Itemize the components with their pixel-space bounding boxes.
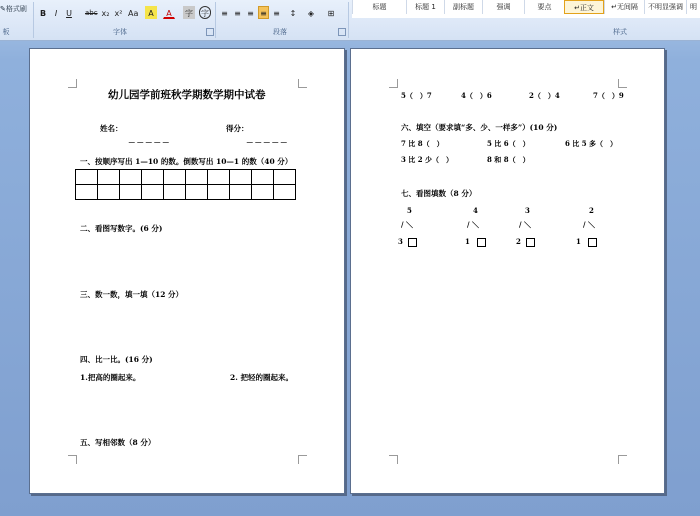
style-key-point[interactable]: 要点 <box>524 0 564 14</box>
strikethrough-button[interactable]: abc <box>85 9 98 17</box>
document-page-1[interactable] <box>29 48 345 494</box>
question-6: 六、填空（要求填“多、少、一样多”）(10 分) <box>401 123 558 132</box>
number-grid <box>75 169 296 200</box>
question-5: 五、写相邻数（8 分） <box>80 438 156 447</box>
document-page-2[interactable] <box>350 48 665 494</box>
bold-button[interactable]: B <box>39 9 47 18</box>
superscript-button[interactable]: x² <box>114 9 123 18</box>
margin-corner-mark <box>389 79 398 88</box>
brush-icon: ✎ <box>0 5 6 13</box>
fill-item: 7 比 8（ ） <box>401 139 444 148</box>
separator <box>215 2 216 38</box>
tree-left-number: 1 <box>465 237 486 247</box>
score-label: 得分： <box>226 124 249 133</box>
answer-box <box>588 238 597 247</box>
styles-group-label: 样式 <box>613 28 627 36</box>
question-4: 四、比一比。(16 分) <box>80 355 153 364</box>
align-right-button[interactable]: ≡ <box>247 9 254 18</box>
style-no-spacing[interactable]: ↵无间隔 <box>604 0 644 14</box>
margin-corner-mark <box>298 79 307 88</box>
question-7: 七、看图填数（8 分） <box>401 189 477 198</box>
font-color-button[interactable]: A <box>163 6 175 19</box>
style-more[interactable]: 明 <box>686 0 700 14</box>
tree-branches: / ＼ <box>583 220 595 229</box>
neighbor-number-item: 7（ ）9 <box>593 91 624 100</box>
style-heading[interactable]: 标题 <box>352 0 406 14</box>
margin-corner-mark <box>389 455 398 464</box>
tree-top-number: 5 <box>407 206 412 215</box>
separator <box>348 2 349 38</box>
subscript-button[interactable]: x₂ <box>101 9 110 18</box>
font-dialog-launcher-icon[interactable] <box>206 28 214 36</box>
style-subtle-emphasis[interactable]: 不明显强调 <box>644 0 686 14</box>
tree-left-number: 3 <box>398 237 417 247</box>
enclose-icon: 字 <box>201 9 209 18</box>
name-blank: －－－－－ <box>128 138 171 147</box>
style-heading-1[interactable]: 标题 1 <box>406 0 444 14</box>
font-group-label: 字体 <box>113 28 127 36</box>
shading-button[interactable] <box>305 6 317 19</box>
tree-branches: / ＼ <box>467 220 479 229</box>
line-spacing-button[interactable]: ↕ <box>289 9 297 18</box>
question-3: 三、数一数，填一填（12 分） <box>80 290 184 299</box>
margin-corner-mark <box>618 79 627 88</box>
tree-top-number: 4 <box>473 206 478 215</box>
tree-branches: / ＼ <box>519 220 531 229</box>
margin-corner-mark <box>298 455 307 464</box>
tree-top-number: 3 <box>525 206 530 215</box>
score-blank: －－－－－ <box>246 138 289 147</box>
justify-button[interactable]: ≡ <box>258 6 269 19</box>
margin-corner-mark <box>618 455 627 464</box>
highlight-color-button[interactable]: A <box>145 6 157 19</box>
clipboard-group-label: 板 <box>2 28 10 36</box>
tree-left-number: 2 <box>516 237 535 247</box>
align-center-button[interactable]: ≡ <box>234 9 241 18</box>
distributed-button[interactable]: ≡ <box>273 9 280 18</box>
style-emphasis[interactable]: 强调 <box>482 0 524 14</box>
tree-left-number: 1 <box>576 237 597 247</box>
tree-top-number: 2 <box>589 206 594 215</box>
question-4-part-1: 1.把高的圈起来。 <box>80 373 141 382</box>
paragraph-dialog-launcher-icon[interactable] <box>338 28 346 36</box>
borders-button[interactable]: ⊞ <box>327 9 335 18</box>
change-case-button[interactable]: Aa <box>128 9 139 18</box>
format-painter-button[interactable]: ✎格式刷 <box>0 5 27 13</box>
paragraph-group-label: 段落 <box>273 28 287 36</box>
question-4-part-2: 2. 把轻的圈起来。 <box>230 373 293 382</box>
styles-gallery <box>352 0 700 18</box>
character-shading-button[interactable]: 字 <box>183 6 195 19</box>
fill-item: 6 比 5 多（ ） <box>565 139 618 148</box>
answer-box <box>408 238 417 247</box>
ribbon <box>0 0 700 41</box>
align-left-button[interactable]: ≡ <box>221 9 228 18</box>
paint-bucket-icon: ◈ <box>307 9 315 18</box>
separator <box>33 2 34 38</box>
neighbor-number-item: 4（ ）6 <box>461 91 492 100</box>
underline-button[interactable]: U <box>66 9 72 18</box>
fill-item: 5 比 6（ ） <box>487 139 530 148</box>
fill-item: 3 比 2 少（ ） <box>401 155 454 164</box>
neighbor-number-item: 2（ ）4 <box>529 91 560 100</box>
enclose-characters-button[interactable] <box>199 6 211 19</box>
neighbor-number-item: 5（ ）7 <box>401 91 432 100</box>
style-normal[interactable]: ↵正文 <box>564 0 604 14</box>
tree-branches: / ＼ <box>401 220 413 229</box>
question-1: 一、按顺序写出 1—10 的数。倒数写出 10—1 的数（40 分） <box>80 157 293 166</box>
answer-box <box>477 238 486 247</box>
fill-item: 8 和 8（ ） <box>487 155 530 164</box>
question-2: 二、看图写数字。(6 分) <box>80 224 163 233</box>
name-label: 姓名： <box>100 124 123 133</box>
answer-box <box>526 238 535 247</box>
italic-button[interactable]: I <box>54 9 58 18</box>
page-title: 幼儿园学前班秋学期数学期中试卷 <box>108 89 266 101</box>
margin-corner-mark <box>68 79 77 88</box>
margin-corner-mark <box>68 455 77 464</box>
style-subtitle[interactable]: 副标题 <box>444 0 482 14</box>
